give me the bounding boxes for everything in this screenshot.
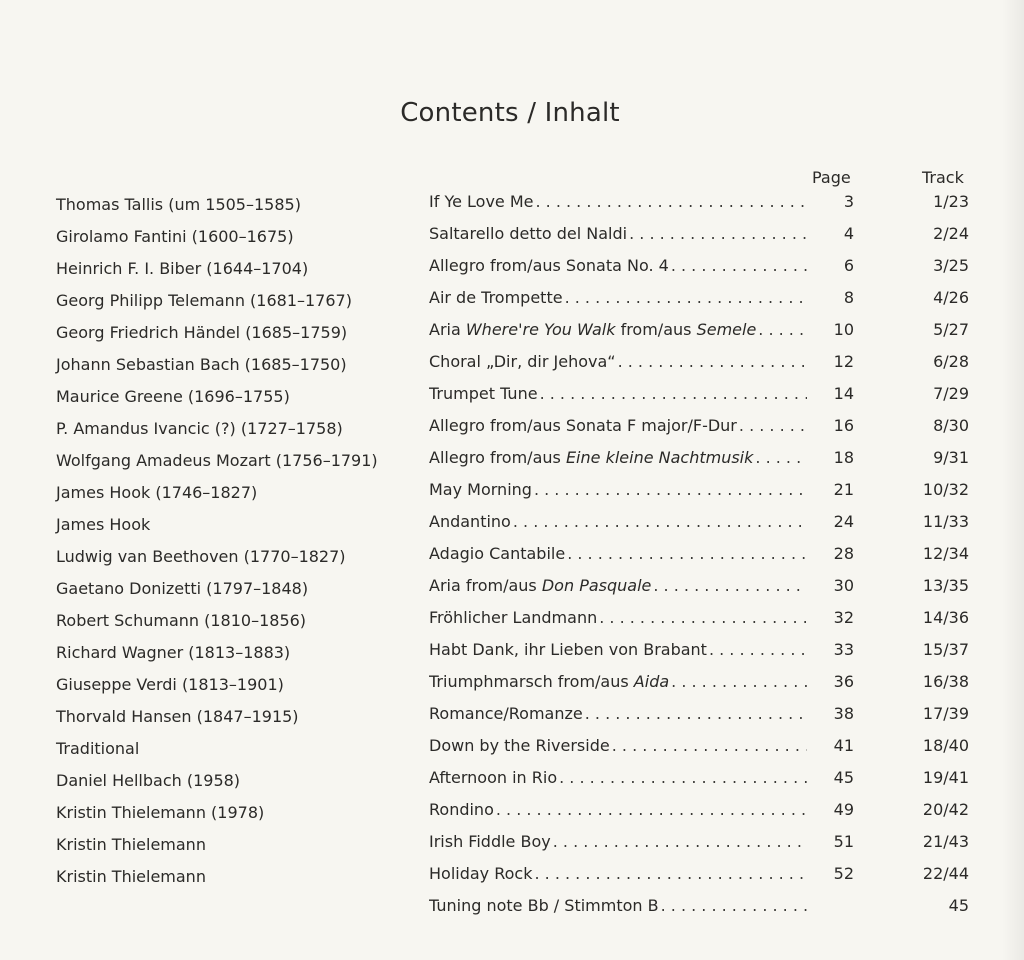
track-number: 18/40	[922, 736, 969, 755]
track-number: 19/41	[922, 768, 969, 787]
piece-title-text: from/aus	[615, 320, 697, 339]
composer-name: Wolfgang Amadeus Mozart (1756–1791)	[56, 451, 378, 470]
contents-row	[429, 218, 974, 250]
dot-leader	[585, 698, 807, 730]
piece-title-cell	[429, 378, 807, 410]
page-number: 33	[833, 640, 854, 659]
dot-leader	[540, 378, 807, 410]
piece-title-italic: Where're You Walk	[465, 320, 616, 339]
composer-name: Heinrich F. I. Biber (1644–1704)	[56, 259, 309, 278]
dot-leader	[553, 826, 807, 858]
page-number: 30	[833, 576, 854, 595]
piece-title	[429, 442, 755, 474]
track-number: 2/24	[933, 224, 969, 243]
piece-title-cell	[429, 346, 807, 378]
track-number: 7/29	[933, 384, 969, 403]
piece-title-cell	[429, 730, 807, 762]
piece-title-cell	[429, 218, 807, 250]
contents-row	[429, 474, 974, 506]
track-number: 11/33	[922, 512, 969, 531]
dot-leader	[629, 218, 807, 250]
track-number: 13/35	[922, 576, 969, 595]
piece-title-cell	[429, 826, 807, 858]
piece-title-cell	[429, 442, 807, 474]
piece-title-cell	[429, 666, 807, 698]
track-column-header: Track	[922, 168, 964, 187]
composer-name: Maurice Greene (1696–1755)	[56, 387, 290, 406]
piece-title-cell	[429, 890, 807, 922]
piece-title-italic: Don Pasquale	[541, 576, 652, 595]
page-number: 18	[833, 448, 854, 467]
dot-leader	[599, 602, 807, 634]
contents-row	[429, 346, 974, 378]
page-number: 14	[833, 384, 854, 403]
dot-leader	[535, 186, 807, 218]
page-number: 4	[843, 224, 854, 243]
dot-leader	[671, 250, 807, 282]
track-number: 22/44	[922, 864, 969, 883]
piece-title-text: Allegro from/aus Sonata F major/F-Dur	[429, 416, 737, 435]
track-number: 16/38	[922, 672, 969, 691]
contents-row	[429, 794, 974, 826]
composer-name: Robert Schumann (1810–1856)	[56, 611, 307, 630]
piece-title	[429, 730, 612, 762]
composer-name: Kristin Thielemann	[56, 867, 206, 886]
piece-title-cell	[429, 762, 807, 794]
contents-row	[429, 826, 974, 858]
piece-title	[429, 570, 653, 602]
piece-title-cell	[429, 570, 807, 602]
composer-name: Traditional	[56, 739, 140, 758]
track-number: 6/28	[933, 352, 969, 371]
dot-leader	[758, 314, 807, 346]
contents-row	[429, 698, 974, 730]
dot-leader	[709, 634, 807, 666]
contents-row	[429, 186, 974, 218]
contents-row	[429, 570, 974, 602]
piece-title-italic: Eine kleine Nachtmusik	[565, 448, 754, 467]
piece-title-cell	[429, 794, 807, 826]
piece-title	[429, 378, 540, 410]
page-column-header: Page	[812, 168, 851, 187]
piece-title-text: Afternoon in Rio	[429, 768, 558, 787]
page-number: 3	[843, 192, 854, 211]
page-number: 10	[833, 320, 854, 339]
contents-row	[429, 442, 974, 474]
track-number: 15/37	[922, 640, 969, 659]
piece-title	[429, 666, 671, 698]
page-number: 51	[833, 832, 854, 851]
piece-title-text: Fröhlicher Landmann	[429, 608, 598, 627]
dot-leader	[739, 410, 807, 442]
composer-name: Giuseppe Verdi (1813–1901)	[56, 675, 284, 694]
piece-title-text: Allegro from/aus Sonata No. 4	[429, 256, 669, 275]
piece-title-text: Adagio Cantabile	[429, 544, 566, 563]
page-number: 28	[833, 544, 854, 563]
piece-title-cell	[429, 538, 807, 570]
composer-name: Ludwig van Beethoven (1770–1827)	[56, 547, 346, 566]
piece-title	[429, 474, 534, 506]
page-number: 45	[833, 768, 854, 787]
contents-row	[429, 858, 974, 890]
composer-name: Thorvald Hansen (1847–1915)	[56, 707, 299, 726]
piece-title-cell	[429, 506, 807, 538]
page-number: 36	[833, 672, 854, 691]
piece-title-text: Triumphmarsch from/aus	[429, 672, 634, 691]
piece-title-cell	[429, 634, 807, 666]
contents-row	[429, 666, 974, 698]
dot-leader	[618, 346, 807, 378]
track-number: 8/30	[933, 416, 969, 435]
contents-row	[429, 314, 974, 346]
track-number: 17/39	[922, 704, 969, 723]
page-number: 8	[843, 288, 854, 307]
page-number: 21	[833, 480, 854, 499]
composer-name: James Hook	[56, 515, 151, 534]
composer-name: Gaetano Donizetti (1797–1848)	[56, 579, 309, 598]
dot-leader	[661, 890, 807, 922]
piece-title-text: Holiday Rock	[429, 864, 533, 883]
track-number: 1/23	[933, 192, 969, 211]
composer-name: Johann Sebastian Bach (1685–1750)	[56, 355, 347, 374]
composer-name: Kristin Thielemann (1978)	[56, 803, 265, 822]
track-number: 4/26	[933, 288, 969, 307]
page-number: 24	[833, 512, 854, 531]
contents-row	[429, 890, 974, 922]
contents-row	[429, 282, 974, 314]
piece-title-cell	[429, 858, 807, 890]
piece-title-text: Andantino	[429, 512, 511, 531]
piece-title	[429, 218, 629, 250]
contents-row	[429, 506, 974, 538]
piece-title-cell	[429, 410, 807, 442]
piece-title-cell	[429, 314, 807, 346]
track-number: 12/34	[922, 544, 969, 563]
dot-leader	[755, 442, 807, 474]
piece-title-cell	[429, 698, 807, 730]
track-number: 20/42	[922, 800, 969, 819]
page-number: 52	[833, 864, 854, 883]
piece-title-italic: Aida	[633, 672, 670, 691]
piece-title-text: Choral „Dir, dir Jehova“	[429, 352, 616, 371]
composer-name: James Hook (1746–1827)	[56, 483, 258, 502]
piece-title-text: Romance/Romanze	[429, 704, 583, 723]
dot-leader	[534, 474, 807, 506]
composer-name: Georg Philipp Telemann (1681–1767)	[56, 291, 352, 310]
contents-list	[429, 186, 974, 922]
page-number: 49	[833, 800, 854, 819]
piece-title-text: Saltarello detto del Naldi	[429, 224, 628, 243]
piece-title-cell	[429, 282, 807, 314]
page-number: 6	[843, 256, 854, 275]
page-number: 38	[833, 704, 854, 723]
track-number: 14/36	[922, 608, 969, 627]
contents-row	[429, 250, 974, 282]
piece-title	[429, 346, 618, 378]
piece-title	[429, 250, 671, 282]
piece-title	[429, 314, 758, 346]
composer-name: Georg Friedrich Händel (1685–1759)	[56, 323, 348, 342]
piece-title	[429, 762, 559, 794]
dot-leader	[513, 506, 807, 538]
piece-title-cell	[429, 250, 807, 282]
piece-title-text: May Morning	[429, 480, 532, 499]
contents-row	[429, 730, 974, 762]
piece-title	[429, 410, 739, 442]
piece-title-cell	[429, 474, 807, 506]
dot-leader	[559, 762, 807, 794]
track-number: 21/43	[922, 832, 969, 851]
piece-title-text: If Ye Love Me	[429, 192, 534, 211]
piece-title-text: Rondino	[429, 800, 494, 819]
piece-title-text: Allegro from/aus	[429, 448, 566, 467]
piece-title	[429, 698, 585, 730]
piece-title	[429, 826, 553, 858]
piece-title	[429, 602, 599, 634]
contents-row	[429, 538, 974, 570]
dot-leader	[612, 730, 807, 762]
piece-title-cell	[429, 186, 807, 218]
dot-leader	[671, 666, 807, 698]
composer-name: Thomas Tallis (um 1505–1585)	[56, 195, 301, 214]
dot-leader	[565, 282, 807, 314]
piece-title-text: Tuning note Bb / Stimmton B	[429, 896, 659, 915]
contents-row	[429, 378, 974, 410]
composer-list	[56, 189, 416, 893]
composer-name: Richard Wagner (1813–1883)	[56, 643, 291, 662]
piece-title-text: Aria from/aus	[429, 576, 542, 595]
page-number: 32	[833, 608, 854, 627]
page-edge-shadow	[1002, 0, 1024, 960]
track-number: 45	[948, 896, 969, 915]
piece-title	[429, 506, 513, 538]
piece-title-italic: Semele	[696, 320, 757, 339]
dot-leader	[534, 858, 807, 890]
piece-title-text: Habt Dank, ihr Lieben von Brabant	[429, 640, 707, 659]
piece-title-text: Down by the Riverside	[429, 736, 610, 755]
contents-row	[429, 762, 974, 794]
page-number: 16	[833, 416, 854, 435]
composer-name: P. Amandus Ivancic (?) (1727–1758)	[56, 419, 343, 438]
piece-title	[429, 794, 496, 826]
piece-title-text: Air de Trompette	[429, 288, 563, 307]
piece-title-text: Trumpet Tune	[429, 384, 538, 403]
composer-name: Kristin Thielemann	[56, 835, 206, 854]
page-number: 12	[833, 352, 854, 371]
piece-title	[429, 634, 709, 666]
contents-row	[429, 410, 974, 442]
track-number: 3/25	[933, 256, 969, 275]
page-number: 41	[833, 736, 854, 755]
piece-title-text: Irish Fiddle Boy	[429, 832, 551, 851]
piece-title	[429, 282, 565, 314]
page-title: Contents / Inhalt	[400, 98, 620, 128]
piece-title	[429, 890, 661, 922]
piece-title-text: Aria	[429, 320, 466, 339]
track-number: 5/27	[933, 320, 969, 339]
composer-name: Daniel Hellbach (1958)	[56, 771, 241, 790]
piece-title	[429, 538, 567, 570]
track-number: 10/32	[922, 480, 969, 499]
piece-title-cell	[429, 602, 807, 634]
piece-title	[429, 186, 535, 218]
contents-row	[429, 602, 974, 634]
dot-leader	[496, 794, 807, 826]
piece-title	[429, 858, 534, 890]
track-number: 9/31	[933, 448, 969, 467]
dot-leader	[567, 538, 807, 570]
composer-name: Girolamo Fantini (1600–1675)	[56, 227, 294, 246]
contents-row	[429, 634, 974, 666]
dot-leader	[653, 570, 807, 602]
